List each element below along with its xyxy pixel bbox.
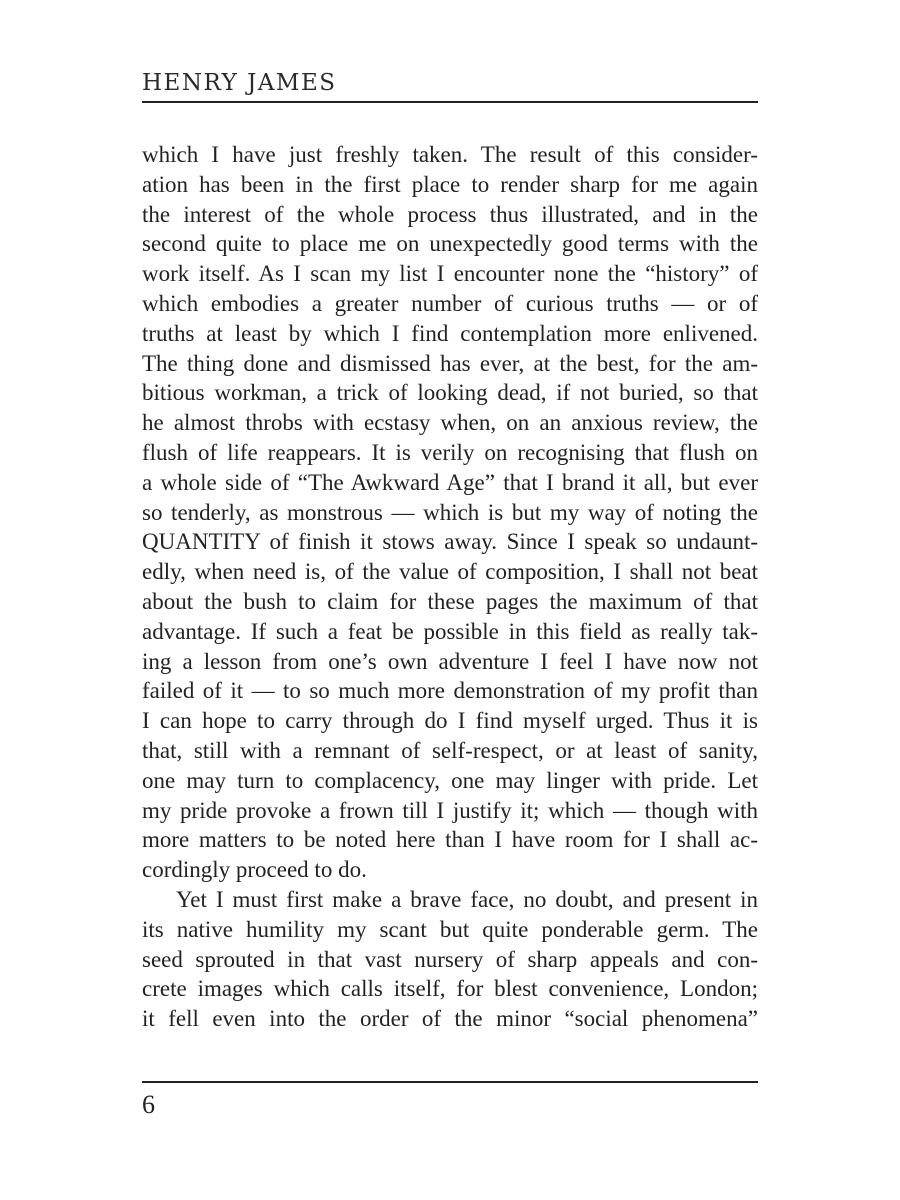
running-head-title: HENRY JAMES: [142, 70, 337, 96]
text-line: one may turn to complacency, one may linger with pride. Let: [142, 767, 758, 793]
text-line: QUANTITY of finish it stows away. Since I speak so undaunt-: [142, 529, 758, 555]
footer-rule: [142, 1081, 758, 1083]
text-line: seed sprouted in that vast nursery of sharp appeals and con-: [142, 946, 758, 972]
text-line: my pride provoke a frown till I justify it; which — though with: [142, 797, 758, 823]
text-line: edly, when need is, of the value of composition, I shall not beat: [142, 559, 758, 585]
text-line: I can hope to carry through do I find myself urged. Thus it is: [142, 708, 758, 734]
text-line: that, still with a remnant of self-respect, or at least of sanity,: [142, 737, 758, 763]
text-line: advantage. If such a feat be possible in this field as really tak-: [142, 618, 758, 644]
text-line: the interest of the whole process thus illustrated, and in the: [142, 201, 758, 227]
text-line: work itself. As I scan my list I encounter none the “history” of: [142, 261, 758, 287]
text-line: The thing done and dismissed has ever, at the best, for the am-: [142, 350, 758, 376]
text-line: he almost throbs with ecstasy when, on an anxious review, the: [142, 410, 758, 436]
text-line: so tenderly, as monstrous — which is but my way of noting the: [142, 499, 758, 525]
text-line: which embodies a greater number of curious truths — or of: [142, 290, 758, 316]
paragraph: [142, 885, 758, 1034]
text-line: about the bush to claim for these pages the maximum of that: [142, 588, 758, 614]
text-line: its native humility my scant but quite ponderable germ. The: [142, 916, 758, 942]
text-line: failed of it — to so much more demonstration of my profit than: [142, 678, 758, 704]
text-line: flush of life reappears. It is verily on recognising that flush on: [142, 439, 758, 465]
header-rule: [142, 101, 758, 103]
text-line: which I have just freshly taken. The result of this consider-: [142, 142, 758, 167]
page-number: 6: [142, 1090, 155, 1119]
text-line: Yet I must first make a brave face, no doubt, and present in: [176, 886, 758, 912]
text-line: second quite to place me on unexpectedly good terms with the: [142, 231, 758, 257]
text-line: more matters to be noted here than I have room for I shall ac-: [142, 827, 758, 853]
text-line: it fell even into the order of the minor “social phenomena”: [142, 1006, 758, 1032]
body-text: [142, 140, 758, 1034]
text-line: crete images which calls itself, for blest convenience, London;: [142, 976, 758, 1002]
text-line: ing a lesson from one’s own adventure I feel I have now not: [142, 648, 758, 674]
text-line: bitious workman, a trick of looking dead, if not buried, so that: [142, 380, 758, 406]
text-line: cordingly proceed to do.: [142, 857, 367, 883]
text-line: a whole side of “The Awkward Age” that I brand it all, but ever: [142, 469, 758, 495]
text-line: truths at least by which I find contemplation more enlivened.: [142, 320, 758, 346]
paragraph: [142, 140, 758, 885]
text-line: ation has been in the first place to render sharp for me again: [142, 171, 758, 197]
